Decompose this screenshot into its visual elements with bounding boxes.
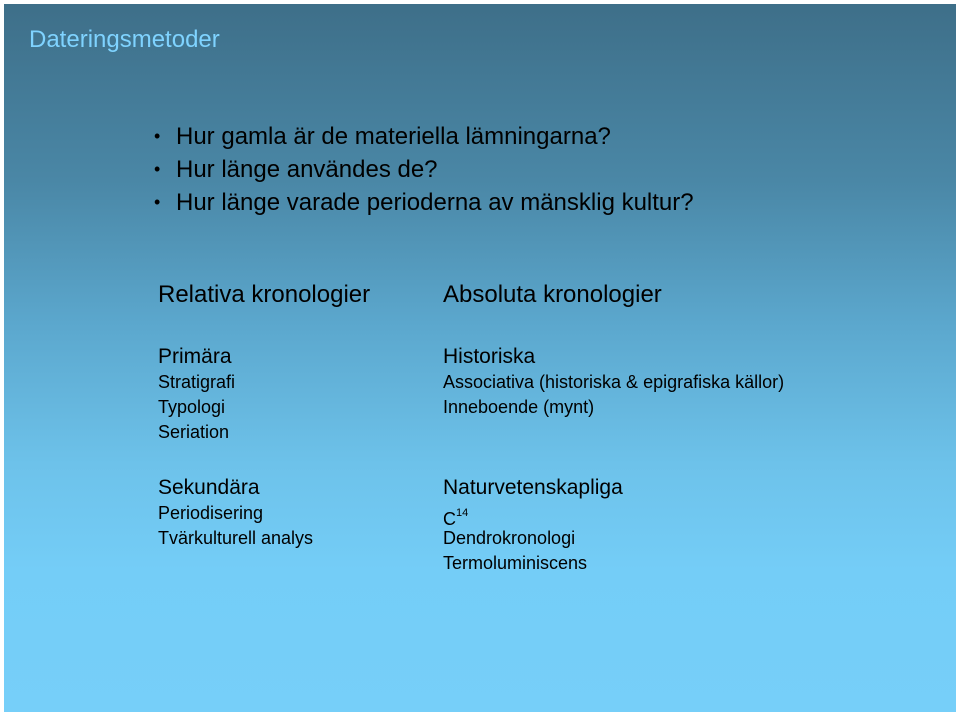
group-label-scientific: Naturvetenskapliga xyxy=(443,476,623,499)
list-item xyxy=(154,153,694,186)
list-item xyxy=(154,186,694,219)
absolute-chronologies-column xyxy=(443,280,784,576)
list-item: Dendrokronologi xyxy=(443,528,576,548)
bullet-text: Hur länge användes de? xyxy=(176,156,438,183)
slide-title: Dateringsmetoder xyxy=(29,26,220,53)
group-label-primary: Primära xyxy=(158,345,232,368)
c14-base: C xyxy=(443,509,456,529)
list-item: Inneboende (mynt) xyxy=(443,397,595,417)
bullet-text: Hur länge varade perioderna av mänsklig kultur? xyxy=(176,189,694,216)
group-label-historical: Historiska xyxy=(443,345,536,368)
list-item: Tvärkulturell analys xyxy=(158,528,314,548)
list-item xyxy=(154,120,694,153)
c14-superscript: 14 xyxy=(456,507,469,519)
relative-chronologies-column xyxy=(158,280,370,551)
bullet-icon: • xyxy=(154,126,161,146)
bullet-text: Hur gamla är de materiella lämningarna? xyxy=(176,123,611,150)
list-item: Associativa (historiska & epigrafiska källor) xyxy=(443,372,785,392)
question-list xyxy=(154,120,694,219)
list-item: Periodisering xyxy=(158,503,264,523)
slide xyxy=(4,4,956,712)
group-label-secondary: Sekundära xyxy=(158,476,260,499)
bullet-icon: • xyxy=(154,159,161,179)
list-item-c14 xyxy=(443,501,784,529)
list-item: Termoluminiscens xyxy=(443,553,588,573)
bullet-icon: • xyxy=(154,192,161,212)
list-item: Seriation xyxy=(158,422,230,442)
column-heading: Absoluta kronologier xyxy=(443,281,662,308)
column-heading: Relativa kronologier xyxy=(158,281,371,308)
list-item: Stratigrafi xyxy=(158,372,236,392)
list-item: Typologi xyxy=(158,397,226,417)
